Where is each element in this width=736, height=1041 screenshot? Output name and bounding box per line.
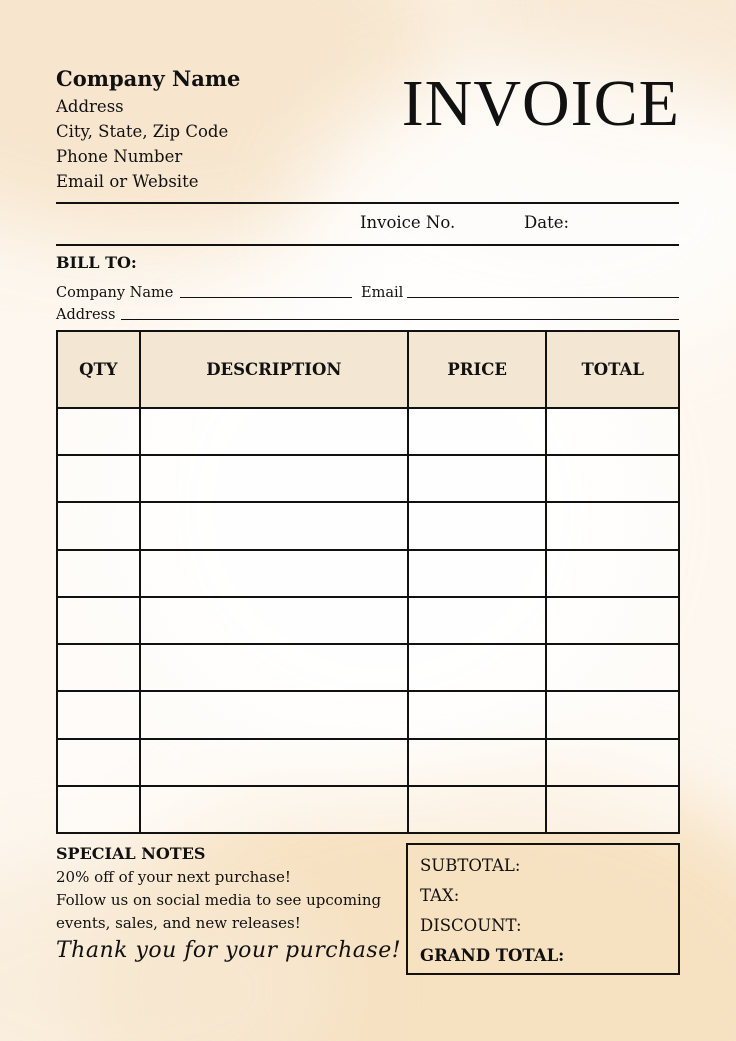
- description-cell[interactable]: [140, 455, 408, 502]
- price-cell[interactable]: [408, 691, 547, 738]
- totals-box: [406, 843, 680, 975]
- price-cell[interactable]: [408, 502, 547, 549]
- description-cell[interactable]: [140, 597, 408, 644]
- grand-total-label[interactable]: GRAND TOTAL:: [420, 946, 565, 965]
- total-cell[interactable]: [546, 597, 679, 644]
- total-cell[interactable]: [546, 786, 679, 833]
- date-label[interactable]: Date:: [524, 213, 570, 232]
- description-cell[interactable]: [140, 739, 408, 786]
- qty-cell[interactable]: [57, 408, 140, 455]
- description-cell[interactable]: [140, 691, 408, 738]
- subtotal-label[interactable]: SUBTOTAL:: [420, 856, 521, 875]
- table-row: [57, 691, 679, 738]
- qty-cell[interactable]: [57, 550, 140, 597]
- total-header: TOTAL: [546, 331, 679, 408]
- qty-cell[interactable]: [57, 786, 140, 833]
- price-cell[interactable]: [408, 550, 547, 597]
- bill-to-address-field[interactable]: [121, 319, 679, 320]
- price-cell[interactable]: [408, 739, 547, 786]
- special-notes-line: Follow us on social media to see upcoming: [56, 891, 382, 909]
- price-cell[interactable]: [408, 455, 547, 502]
- price-header: PRICE: [408, 331, 547, 408]
- bill-to-company-field[interactable]: [180, 297, 352, 298]
- top-divider: [56, 202, 679, 204]
- qty-cell[interactable]: [57, 644, 140, 691]
- table-row: [57, 502, 679, 549]
- bill-to-email-label: Email: [361, 285, 404, 301]
- bill-to-address-label: Address: [56, 307, 116, 323]
- company-email-website[interactable]: Email or Website: [56, 172, 199, 191]
- total-cell[interactable]: [546, 550, 679, 597]
- price-cell[interactable]: [408, 597, 547, 644]
- bill-to-email-field[interactable]: [407, 297, 679, 298]
- bill-to-company-label: Company Name: [56, 285, 174, 301]
- qty-cell[interactable]: [57, 597, 140, 644]
- company-address[interactable]: Address: [56, 97, 124, 116]
- special-notes-line: events, sales, and new releases!: [56, 914, 301, 932]
- total-cell[interactable]: [546, 644, 679, 691]
- tax-label[interactable]: TAX:: [420, 886, 460, 905]
- qty-cell[interactable]: [57, 739, 140, 786]
- company-block: [56, 64, 240, 194]
- table-row: [57, 455, 679, 502]
- description-cell[interactable]: [140, 550, 408, 597]
- qty-cell[interactable]: [57, 502, 140, 549]
- description-header: DESCRIPTION: [140, 331, 408, 408]
- description-cell[interactable]: [140, 644, 408, 691]
- table-row: [57, 597, 679, 644]
- items-table: [56, 330, 680, 834]
- price-cell[interactable]: [408, 408, 547, 455]
- price-cell[interactable]: [408, 644, 547, 691]
- special-notes-line: 20% off of your next purchase!: [56, 868, 291, 886]
- table-row: [57, 644, 679, 691]
- total-cell[interactable]: [546, 502, 679, 549]
- bottom-divider: [56, 244, 679, 246]
- company-name[interactable]: Company Name: [56, 66, 241, 91]
- total-cell[interactable]: [546, 691, 679, 738]
- bill-to-title: BILL TO:: [56, 253, 137, 272]
- thank-you-message: Thank you for your purchase!: [56, 938, 402, 963]
- company-phone[interactable]: Phone Number: [56, 147, 183, 166]
- company-city-state-zip[interactable]: City, State, Zip Code: [56, 122, 229, 141]
- table-row: [57, 786, 679, 833]
- table-row: [57, 550, 679, 597]
- table-row: [57, 408, 679, 455]
- special-notes: [56, 843, 396, 934]
- table-row: [57, 739, 679, 786]
- qty-header: QTY: [57, 331, 140, 408]
- description-cell[interactable]: [140, 786, 408, 833]
- price-cell[interactable]: [408, 786, 547, 833]
- discount-label[interactable]: DISCOUNT:: [420, 916, 522, 935]
- qty-cell[interactable]: [57, 691, 140, 738]
- items-table-header: [57, 331, 679, 408]
- special-notes-title: SPECIAL NOTES: [56, 844, 206, 863]
- description-cell[interactable]: [140, 502, 408, 549]
- qty-cell[interactable]: [57, 455, 140, 502]
- total-cell[interactable]: [546, 455, 679, 502]
- invoice-title: INVOICE: [401, 67, 680, 140]
- total-cell[interactable]: [546, 408, 679, 455]
- invoice-number-label[interactable]: Invoice No.: [360, 213, 456, 232]
- total-cell[interactable]: [546, 739, 679, 786]
- description-cell[interactable]: [140, 408, 408, 455]
